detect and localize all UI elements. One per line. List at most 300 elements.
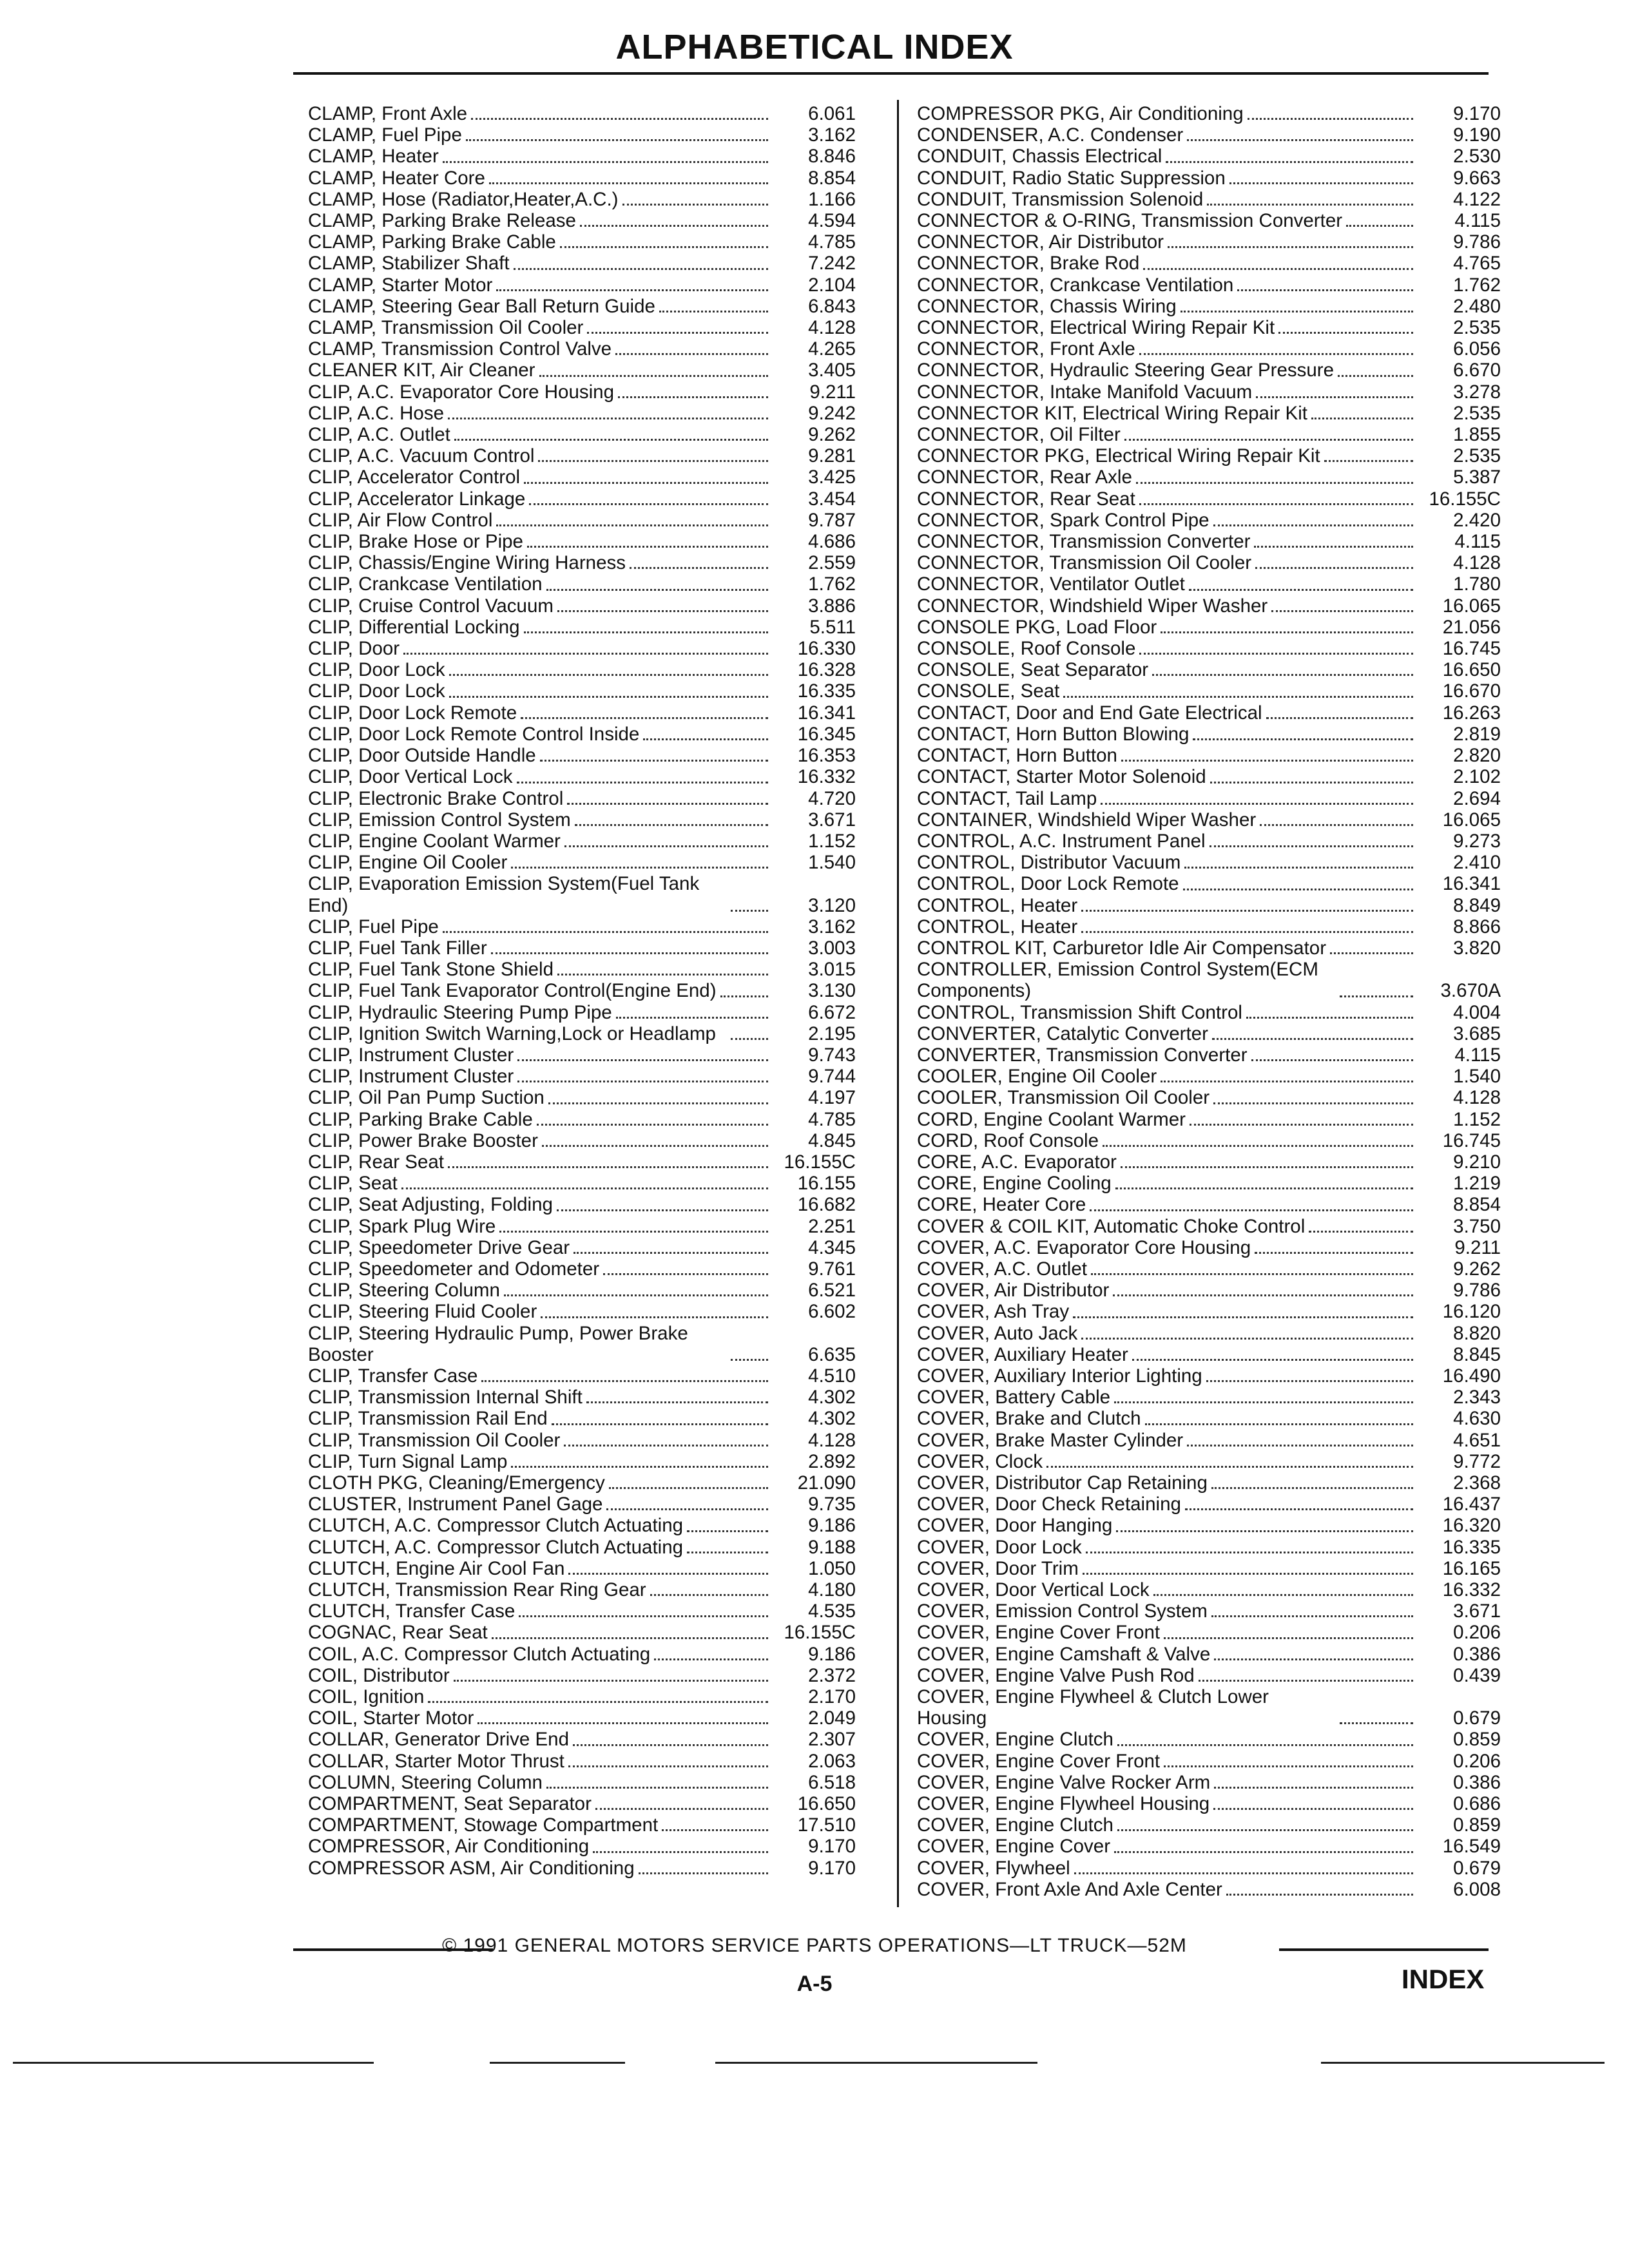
dot-leader xyxy=(662,1829,768,1831)
entry-label: COMPRESSOR, Air Conditioning xyxy=(308,1836,590,1858)
entry-page-ref: 9.170 xyxy=(808,1857,856,1879)
dot-leader xyxy=(1213,524,1413,526)
entry-page-ref: 9.786 xyxy=(1453,1280,1501,1302)
index-entry xyxy=(917,274,1501,296)
index-entry xyxy=(917,1879,1501,1900)
entry-page-ref: 4.197 xyxy=(808,1087,856,1109)
entry-page-ref: 16.549 xyxy=(1442,1836,1501,1858)
entry-page-ref: 0.686 xyxy=(1453,1793,1501,1815)
entry-label: CLIP, Fuel Tank Filler xyxy=(308,937,487,959)
entry-label: CLIP, A.C. Evaporator Core Housing xyxy=(308,381,614,403)
entry-label: CLIP, Crankcase Ventilation xyxy=(308,573,543,595)
index-entry xyxy=(917,168,1501,189)
index-entry xyxy=(308,1751,856,1772)
entry-label: CLAMP, Parking Brake Release xyxy=(308,210,576,232)
entry-page-ref: 2.102 xyxy=(1453,766,1501,788)
entry-label: CONNECTOR KIT, Electrical Wiring Repair Kit xyxy=(917,402,1307,424)
dot-leader xyxy=(1212,1038,1413,1040)
index-entry xyxy=(308,724,856,745)
entry-label: CONTROL, Heater xyxy=(917,916,1078,937)
entry-page-ref: 16.682 xyxy=(797,1194,856,1216)
entry-page-ref: 16.155C xyxy=(784,1151,856,1173)
index-entry xyxy=(917,959,1501,1001)
index-entry xyxy=(917,1836,1501,1857)
entry-page-ref: 0.439 xyxy=(1453,1664,1501,1686)
entry-label: CONNECTOR, Spark Control Pipe xyxy=(917,509,1210,531)
index-entry xyxy=(308,296,856,317)
dot-leader xyxy=(1213,1102,1413,1104)
entry-page-ref: 0.386 xyxy=(1453,1771,1501,1793)
entry-label: COVER, Door Check Retaining xyxy=(917,1494,1181,1515)
index-entry xyxy=(308,445,856,466)
index-entry xyxy=(917,1130,1501,1151)
entry-label: CONSOLE PKG, Load Floor xyxy=(917,616,1157,638)
entry-label: CLIP, Seat xyxy=(308,1173,398,1195)
index-entry xyxy=(917,617,1501,638)
entry-label: CLAMP, Steering Gear Ball Return Guide xyxy=(308,295,655,317)
entry-label: CORD, Engine Coolant Warmer xyxy=(917,1108,1186,1130)
dot-leader xyxy=(1226,1894,1413,1896)
dot-leader xyxy=(1081,931,1413,933)
entry-page-ref: 16.155C xyxy=(784,1622,856,1644)
index-entry xyxy=(308,103,856,124)
entry-page-ref: 1.855 xyxy=(1453,424,1501,446)
dot-leader xyxy=(1254,546,1413,548)
entry-label: CORE, Heater Core xyxy=(917,1194,1086,1216)
index-entry xyxy=(308,1151,856,1173)
entry-label: COGNAC, Rear Seat xyxy=(308,1622,488,1644)
dot-leader xyxy=(1248,118,1413,120)
entry-label: COVER, Auto Jack xyxy=(917,1322,1078,1344)
entry-label: COVER, A.C. Evaporator Core Housing xyxy=(917,1236,1251,1258)
dot-leader xyxy=(1117,1829,1413,1831)
entry-page-ref: 3.671 xyxy=(1453,1600,1501,1622)
entry-label: CONNECTOR, Oil Filter xyxy=(917,424,1121,446)
entry-page-ref: 0.386 xyxy=(1453,1643,1501,1665)
index-entry xyxy=(917,1387,1501,1408)
dot-leader xyxy=(542,1145,768,1147)
index-entry xyxy=(917,338,1501,360)
entry-label: CLUTCH, A.C. Compressor Clutch Actuating xyxy=(308,1536,684,1558)
entry-page-ref: 16.120 xyxy=(1442,1301,1501,1323)
entry-page-ref: 16.335 xyxy=(1442,1536,1501,1558)
bottom-rule xyxy=(13,2062,374,2064)
entry-page-ref: 2.251 xyxy=(808,1215,856,1237)
index-entry xyxy=(308,1066,856,1087)
entry-page-ref: 21.090 xyxy=(797,1472,856,1494)
entry-page-ref: 2.420 xyxy=(1453,509,1501,531)
entry-page-ref: 6.518 xyxy=(808,1771,856,1793)
entry-label: CLIP, Differential Locking xyxy=(308,616,520,638)
entry-label: COIL, Ignition xyxy=(308,1686,425,1708)
index-entry xyxy=(917,788,1501,809)
entry-label: COMPRESSOR PKG, Air Conditioning xyxy=(917,103,1244,124)
entry-page-ref: 16.330 xyxy=(797,638,856,660)
entry-page-ref: 9.663 xyxy=(1453,167,1501,189)
dot-leader xyxy=(524,482,768,484)
entry-page-ref: 4.128 xyxy=(1453,1087,1501,1109)
entry-page-ref: 9.273 xyxy=(1453,830,1501,852)
entry-page-ref: 6.061 xyxy=(808,103,856,124)
entry-page-ref: 6.672 xyxy=(808,1001,856,1023)
entry-page-ref: 9.170 xyxy=(808,1836,856,1858)
dot-leader xyxy=(1207,204,1413,206)
entry-label: CONDUIT, Chassis Electrical xyxy=(917,146,1162,168)
dot-leader xyxy=(1193,738,1413,740)
entry-label: CLIP, Transfer Case xyxy=(308,1365,478,1387)
entry-label: CONTROL, Door Lock Remote xyxy=(917,873,1179,895)
entry-page-ref: 17.510 xyxy=(797,1814,856,1836)
dot-leader xyxy=(1187,1445,1413,1446)
dot-leader xyxy=(568,1765,768,1767)
entry-page-ref: 9.744 xyxy=(808,1066,856,1088)
entry-page-ref: 1.540 xyxy=(1453,1066,1501,1088)
dot-leader xyxy=(471,118,768,120)
entry-label: CLIP, Door Vertical Lock xyxy=(308,766,513,788)
entry-page-ref: 8.854 xyxy=(1453,1194,1501,1216)
index-entry xyxy=(308,1023,856,1044)
dot-leader xyxy=(687,1530,768,1532)
entry-page-ref: 2.535 xyxy=(1453,402,1501,424)
entry-page-ref: 3.278 xyxy=(1453,381,1501,403)
entry-label: CONNECTOR, Brake Rod xyxy=(917,253,1140,274)
dot-leader xyxy=(1136,482,1413,484)
entry-page-ref: 6.008 xyxy=(1453,1878,1501,1900)
index-entry xyxy=(917,1558,1501,1579)
index-entry xyxy=(308,552,856,573)
dot-leader xyxy=(511,1466,768,1468)
entry-label: CONSOLE, Seat Separator xyxy=(917,659,1149,681)
entry-label: COVER, Engine Flywheel Housing xyxy=(917,1793,1210,1815)
entry-label: COVER, Front Axle And Axle Center xyxy=(917,1878,1222,1900)
entry-label: CLIP, Door Outside Handle xyxy=(308,745,536,767)
dot-leader xyxy=(575,824,768,826)
entry-label: CORE, Engine Cooling xyxy=(917,1173,1112,1195)
dot-leader xyxy=(731,1038,768,1040)
dot-leader xyxy=(720,995,768,997)
entry-page-ref: 16.155 xyxy=(797,1173,856,1195)
entry-page-ref: 9.170 xyxy=(1453,103,1501,124)
entry-page-ref: 2.820 xyxy=(1453,745,1501,767)
index-entry xyxy=(308,1579,856,1600)
entry-label: CONNECTOR, Intake Manifold Vacuum xyxy=(917,381,1253,403)
entry-page-ref: 2.535 xyxy=(1453,445,1501,467)
index-entry xyxy=(308,937,856,959)
index-entry xyxy=(308,595,856,617)
entry-label: CONTACT, Horn Button Blowing xyxy=(917,723,1190,745)
index-entry xyxy=(917,381,1501,403)
entry-page-ref: 4.115 xyxy=(1454,210,1501,232)
dot-leader xyxy=(1324,460,1413,462)
index-entry xyxy=(308,638,856,659)
entry-label: CONTROL, Heater xyxy=(917,894,1078,916)
index-entry xyxy=(308,1814,856,1836)
entry-page-ref: 16.320 xyxy=(1442,1515,1501,1537)
entry-page-ref: 9.787 xyxy=(808,509,856,531)
index-entry xyxy=(308,403,856,424)
dot-leader xyxy=(639,1872,768,1874)
dot-leader xyxy=(630,567,768,569)
index-entry xyxy=(308,617,856,638)
dot-leader xyxy=(1214,1658,1413,1660)
index-entry xyxy=(917,873,1501,894)
index-entry xyxy=(917,124,1501,146)
index-entry xyxy=(917,1194,1501,1215)
entry-page-ref: 2.372 xyxy=(808,1664,856,1686)
dot-leader xyxy=(1189,589,1413,591)
dot-leader xyxy=(564,1445,768,1446)
index-entry xyxy=(917,1622,1501,1643)
dot-leader xyxy=(1309,1231,1413,1233)
entry-label: CLIP, Door Lock Remote Control Inside xyxy=(308,723,640,745)
dot-leader xyxy=(1340,1722,1413,1724)
index-entry xyxy=(308,488,856,510)
entry-page-ref: 16.341 xyxy=(797,702,856,724)
entry-page-ref: 9.188 xyxy=(808,1536,856,1558)
dot-leader xyxy=(1237,289,1413,291)
entry-label: CLIP, A.C. Hose xyxy=(308,402,444,424)
bottom-rule xyxy=(1321,2062,1605,2064)
dot-leader xyxy=(557,1209,768,1211)
dot-leader xyxy=(1214,1787,1413,1789)
index-entry xyxy=(308,1194,856,1215)
index-entry xyxy=(308,1258,856,1280)
entry-label: CLUTCH, Transmission Rear Ring Gear xyxy=(308,1579,646,1601)
dot-leader xyxy=(537,1124,768,1126)
index-entry xyxy=(917,1344,1501,1365)
entry-page-ref: 9.281 xyxy=(808,445,856,467)
entry-label: CONTROL, A.C. Instrument Panel xyxy=(917,830,1206,852)
dot-leader xyxy=(1271,610,1413,612)
entry-label: CONNECTOR & O-RING, Transmission Converter xyxy=(917,210,1343,232)
entry-page-ref: 9.735 xyxy=(808,1494,856,1515)
entry-label: COLLAR, Starter Motor Thrust xyxy=(308,1750,564,1772)
index-entry xyxy=(308,1622,856,1643)
entry-page-ref: 8.820 xyxy=(1453,1322,1501,1344)
index-entry xyxy=(308,1707,856,1729)
dot-leader xyxy=(1117,1744,1413,1746)
entry-label: CLAMP, Parking Brake Cable xyxy=(308,231,556,253)
index-entry xyxy=(917,895,1501,916)
index-entry xyxy=(308,1430,856,1451)
entry-label: CLUTCH, Engine Air Cool Fan xyxy=(308,1557,565,1579)
entry-label: COVER, Engine Valve Rocker Arm xyxy=(917,1771,1211,1793)
index-entry xyxy=(917,1515,1501,1536)
entry-label: CONNECTOR, Windshield Wiper Washer xyxy=(917,595,1268,617)
dot-leader xyxy=(1266,717,1413,719)
entry-label: CONTACT, Tail Lamp xyxy=(917,787,1097,809)
entry-label: CONTROL, Transmission Shift Control xyxy=(917,1001,1242,1023)
index-entry xyxy=(308,1472,856,1494)
entry-page-ref: 0.859 xyxy=(1453,1814,1501,1836)
entry-page-ref: 1.152 xyxy=(808,830,856,852)
entry-page-ref: 3.003 xyxy=(808,937,856,959)
dot-leader xyxy=(519,1615,768,1617)
dot-leader xyxy=(586,1401,768,1403)
entry-page-ref: 4.785 xyxy=(808,231,856,253)
entry-page-ref: 3.820 xyxy=(1453,937,1501,959)
index-entry xyxy=(917,253,1501,274)
index-entry xyxy=(917,1772,1501,1793)
entry-page-ref: 3.750 xyxy=(1453,1215,1501,1237)
index-entry xyxy=(917,1365,1501,1387)
index-entry xyxy=(308,1130,856,1151)
index-entry xyxy=(917,831,1501,852)
entry-label: CLUTCH, A.C. Compressor Clutch Actuating xyxy=(308,1515,684,1537)
dot-leader xyxy=(1255,567,1413,569)
index-column-left xyxy=(308,103,856,1879)
index-entry xyxy=(917,1451,1501,1472)
index-entry xyxy=(308,424,856,445)
entry-page-ref: 0.206 xyxy=(1453,1622,1501,1644)
entry-label: CLIP, Rear Seat xyxy=(308,1151,444,1173)
dot-leader xyxy=(511,867,768,869)
entry-page-ref: 2.104 xyxy=(808,274,856,296)
dot-leader xyxy=(1081,1338,1413,1340)
entry-label: CLIP, Accelerator Control xyxy=(308,466,521,488)
dot-leader xyxy=(481,1380,768,1382)
index-entry xyxy=(308,253,856,274)
entry-page-ref: 4.845 xyxy=(808,1129,856,1151)
entry-label: CLIP, Transmission Internal Shift xyxy=(308,1387,583,1408)
entry-page-ref: 2.307 xyxy=(808,1729,856,1751)
entry-label: CONNECTOR, Rear Axle xyxy=(917,466,1132,488)
entry-page-ref: 9.190 xyxy=(1453,124,1501,146)
entry-label: CONNECTOR, Electrical Wiring Repair Kit xyxy=(917,317,1275,339)
entry-label: CLIP, Electronic Brake Control xyxy=(308,787,564,809)
dot-leader xyxy=(540,760,768,762)
entry-page-ref: 2.410 xyxy=(1453,852,1501,874)
entry-page-ref: 2.530 xyxy=(1453,146,1501,168)
dot-leader xyxy=(1213,1808,1413,1810)
index-entry xyxy=(917,1408,1501,1429)
index-entry xyxy=(917,552,1501,573)
dot-leader xyxy=(517,1059,768,1061)
index-entry xyxy=(917,1173,1501,1194)
dot-leader xyxy=(574,1252,768,1254)
dot-leader xyxy=(492,1637,768,1639)
dot-leader xyxy=(1206,1380,1413,1382)
entry-label: COMPRESSOR ASM, Air Conditioning xyxy=(308,1857,635,1879)
dot-leader xyxy=(1101,803,1413,805)
entry-page-ref: 7.242 xyxy=(808,253,856,274)
entry-page-ref: 6.670 xyxy=(1453,360,1501,381)
index-entry xyxy=(308,1558,856,1579)
dot-leader xyxy=(403,653,768,655)
index-entry xyxy=(917,317,1501,338)
index-entry xyxy=(308,745,856,766)
entry-page-ref: 5.387 xyxy=(1453,466,1501,488)
dot-leader xyxy=(687,1552,768,1553)
dot-leader xyxy=(1229,182,1413,184)
dot-leader xyxy=(1081,910,1413,912)
entry-label: COVER, Engine Flywheel & Clutch Lower Housing xyxy=(917,1686,1269,1729)
entry-page-ref: 1.166 xyxy=(808,188,856,210)
entry-label: COVER, Battery Cable xyxy=(917,1387,1111,1408)
entry-page-ref: 4.630 xyxy=(1453,1408,1501,1430)
bottom-rule xyxy=(490,2062,625,2064)
index-entry xyxy=(308,831,856,852)
index-entry xyxy=(917,403,1501,424)
dot-leader xyxy=(401,1187,768,1189)
entry-label: CLAMP, Front Axle xyxy=(308,103,468,124)
entry-label: CLIP, Instrument Cluster xyxy=(308,1066,514,1088)
entry-page-ref: 4.651 xyxy=(1453,1429,1501,1451)
entry-page-ref: 0.679 xyxy=(1453,1707,1501,1729)
entry-label: CONVERTER, Transmission Converter xyxy=(917,1044,1248,1066)
dot-leader xyxy=(524,631,768,633)
dot-leader xyxy=(1338,375,1413,377)
dot-leader xyxy=(564,845,768,847)
index-entry xyxy=(308,231,856,253)
dot-leader xyxy=(1330,952,1413,954)
index-entry xyxy=(308,959,856,980)
dot-leader xyxy=(1210,845,1413,847)
entry-label: CONTACT, Starter Motor Solenoid xyxy=(917,766,1206,788)
index-entry xyxy=(308,189,856,210)
index-entry xyxy=(917,103,1501,124)
entry-page-ref: 9.211 xyxy=(1454,1236,1501,1258)
entry-label: COVER, Door Trim xyxy=(917,1557,1079,1579)
dot-leader xyxy=(606,1508,768,1510)
dot-leader xyxy=(548,1102,768,1104)
index-entry xyxy=(917,1301,1501,1322)
entry-label: COVER, Brake and Clutch xyxy=(917,1408,1141,1430)
dot-leader xyxy=(1114,1851,1413,1853)
index-entry xyxy=(917,724,1501,745)
dot-leader xyxy=(496,524,768,526)
entry-page-ref: 16.345 xyxy=(797,723,856,745)
entry-label: COVER, Engine Camshaft & Valve xyxy=(917,1643,1211,1665)
entry-label: CLIP, Engine Oil Cooler xyxy=(308,852,508,874)
entry-page-ref: 4.265 xyxy=(808,338,856,360)
entry-label: CONNECTOR, Transmission Converter xyxy=(917,531,1251,553)
entry-page-ref: 9.211 xyxy=(809,381,856,403)
dot-leader xyxy=(587,332,768,334)
index-entry xyxy=(917,1579,1501,1600)
entry-page-ref: 8.846 xyxy=(808,146,856,168)
entry-label: CLIP, Fuel Tank Evaporator Control(Engine End) xyxy=(308,980,717,1002)
entry-label: COVER, Engine Valve Push Rod xyxy=(917,1664,1195,1686)
index-entry xyxy=(917,445,1501,466)
entry-label: CLIP, Emission Control System xyxy=(308,809,571,831)
index-entry xyxy=(308,916,856,937)
entry-label: CLIP, A.C. Outlet xyxy=(308,424,450,446)
index-entry xyxy=(308,466,856,488)
index-entry xyxy=(308,1109,856,1130)
index-entry xyxy=(917,745,1501,766)
entry-page-ref: 4.128 xyxy=(1453,552,1501,574)
entry-page-ref: 16.745 xyxy=(1442,1129,1501,1151)
entry-label: CLAMP, Stabilizer Shaft xyxy=(308,253,510,274)
index-entry xyxy=(308,1323,856,1365)
index-entry xyxy=(917,231,1501,253)
index-entry xyxy=(308,1686,856,1707)
entry-label: COVER, Door Hanging xyxy=(917,1515,1113,1537)
dot-leader xyxy=(448,1166,768,1168)
index-entry xyxy=(917,1280,1501,1301)
entry-label: CLAMP, Hose (Radiator,Heater,A.C.) xyxy=(308,188,619,210)
dot-leader xyxy=(1190,1124,1413,1126)
dot-leader xyxy=(1164,1637,1413,1639)
entry-label: CLIP, Hydraulic Steering Pump Pipe xyxy=(308,1001,612,1023)
entry-label: COVER, Door Vertical Lock xyxy=(917,1579,1150,1601)
entry-page-ref: 9.186 xyxy=(808,1515,856,1537)
entry-label: CLIP, Steering Column xyxy=(308,1280,500,1302)
entry-page-ref: 16.328 xyxy=(797,659,856,681)
dot-leader xyxy=(1124,439,1413,441)
index-entry xyxy=(917,1814,1501,1836)
